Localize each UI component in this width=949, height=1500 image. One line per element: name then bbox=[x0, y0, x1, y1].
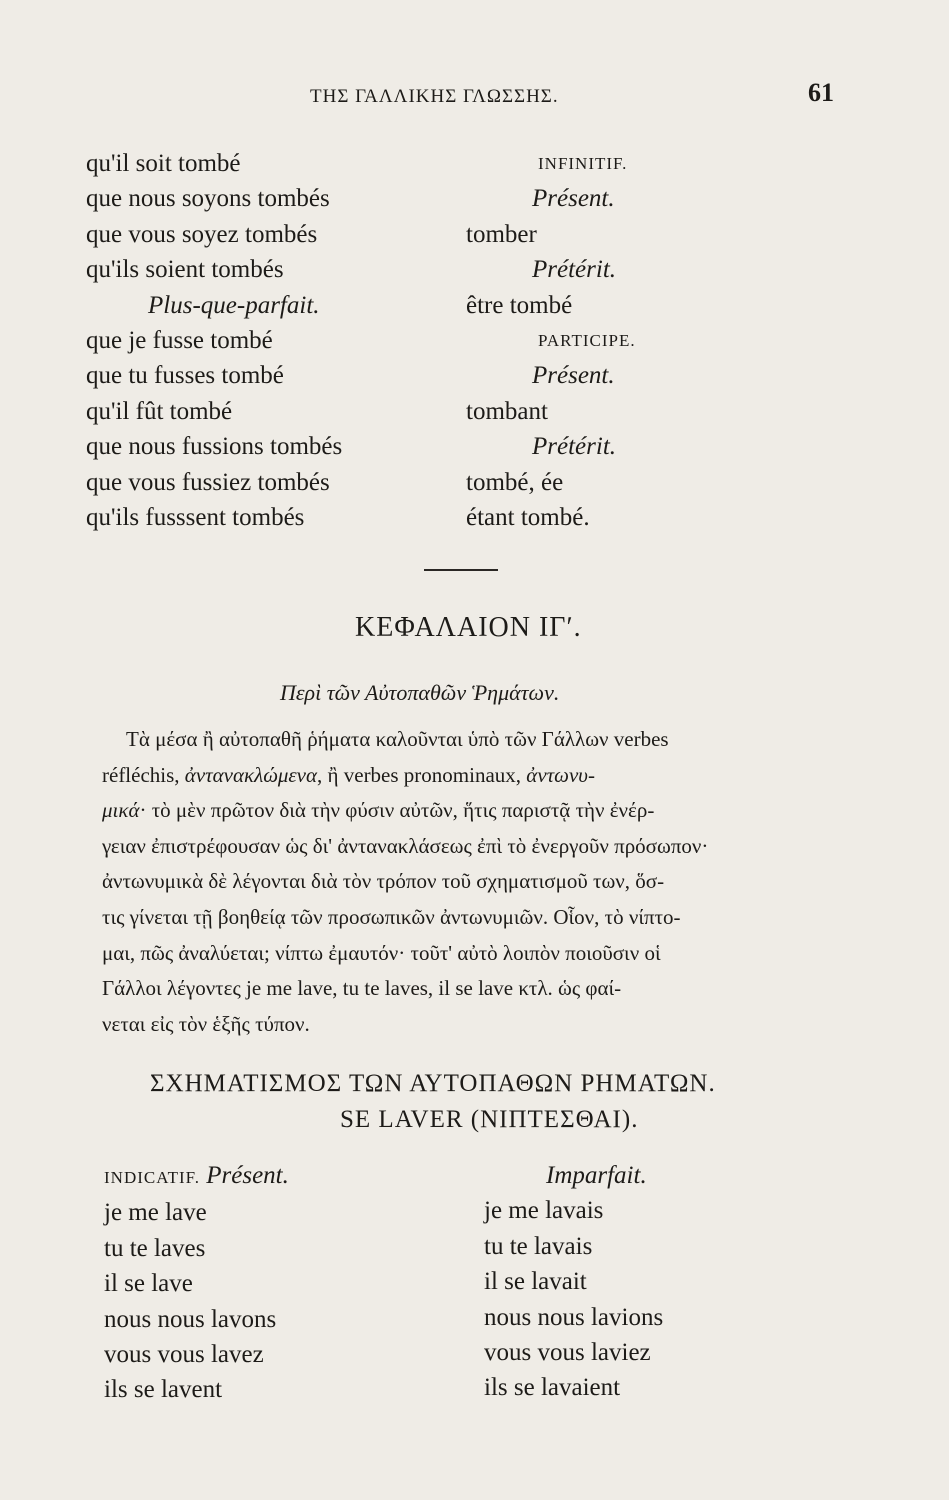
imparfait-conjugation bbox=[484, 1158, 824, 1406]
left-line: que nous soyons tombés bbox=[86, 185, 330, 213]
present-heading: Présent. bbox=[532, 362, 615, 390]
paragraph-line: ἀντωνυμικὰ δὲ λέγονται διὰ τὸν τρόπον τοῦ σχηματισμοῦ των, ὅσ- bbox=[102, 869, 665, 894]
left-line: qu'il fût tombé bbox=[86, 397, 233, 425]
infinitif-heading: INFINITIF. bbox=[538, 154, 628, 173]
indicatif-label: INDICATIF. bbox=[104, 1168, 200, 1187]
italic-span: ἀντωνυ- bbox=[526, 762, 595, 787]
present-heading: Présent. bbox=[532, 185, 615, 213]
left-line: qu'ils fusssent tombés bbox=[86, 504, 305, 532]
conjugation-line: vous vous laviez bbox=[484, 1339, 651, 1367]
conjugation-line: nous nous lavions bbox=[484, 1303, 664, 1331]
paragraph-line: Γάλλοι λέγοντες je me lave, tu te laves, il se lave κτλ. ὡς φαί- bbox=[102, 976, 622, 1001]
indicatif-present-heading bbox=[104, 1158, 444, 1195]
left-line: qu'ils soient tombés bbox=[86, 256, 284, 284]
right-line: tombant bbox=[466, 397, 548, 425]
present-label: Présent. bbox=[206, 1162, 289, 1189]
right-line: tomber bbox=[466, 220, 537, 248]
conjugation-line: je me lave bbox=[104, 1199, 207, 1227]
present-conjugation bbox=[104, 1158, 444, 1408]
italic-span: ἀντανακλώμενα bbox=[184, 762, 318, 787]
conjugation-line: tu te lavais bbox=[484, 1232, 593, 1260]
paragraph-line bbox=[102, 793, 862, 829]
left-column bbox=[86, 146, 466, 535]
body-paragraph bbox=[102, 722, 862, 1042]
section-subtitle: SE LAVER (ΝΙΠΤΕΣΘΑΙ). bbox=[340, 1106, 639, 1133]
chapter-title: ΚΕΦΑΛΑΙΟΝ ΙΓʹ. bbox=[355, 612, 582, 643]
left-line: que vous fussiez tombés bbox=[86, 468, 330, 496]
preterit-heading: Prétérit. bbox=[532, 433, 617, 461]
right-line: être tombé bbox=[466, 291, 573, 319]
conjugation-line: tu te laves bbox=[104, 1234, 206, 1262]
paragraph-line: τις γίνεται τῇ βοηθείᾳ τῶν προσωπικῶν ἀντωνυμιῶν. Οἷον, τὸ νίπτο- bbox=[102, 904, 681, 929]
conjugation-line: nous nous lavons bbox=[104, 1305, 277, 1333]
left-line: que tu fusses tombé bbox=[86, 362, 284, 390]
chapter-subtitle: Περὶ τῶν Αὐτοπαθῶν Ῥημάτων. bbox=[280, 680, 560, 705]
conjugation-line: je me lavais bbox=[484, 1197, 604, 1225]
section-rule bbox=[424, 569, 498, 571]
left-line: que nous fussions tombés bbox=[86, 433, 343, 461]
text-span: réfléchis, bbox=[102, 762, 185, 787]
conjugation-line: vous vous lavez bbox=[104, 1341, 264, 1369]
participe-heading: PARTICIPE. bbox=[538, 331, 636, 351]
conjugation-line: ils se lavent bbox=[104, 1376, 223, 1404]
left-line: que je fusse tombé bbox=[86, 327, 273, 355]
text-span: · τὸ μὲν πρῶτον διὰ τὴν φύσιν αὐτῶν, ἥτις παριστᾷ τὴν ἐνέρ- bbox=[139, 798, 655, 823]
paragraph-line: μαι, πῶς ἀναλύεται; νίπτω ἐμαυτόν· τοῦτ' αὐτὸ λοιπὸν ποιοῦσιν οἱ bbox=[102, 940, 661, 965]
conjugation-line: il se lavait bbox=[484, 1268, 587, 1296]
imparfait-heading: Imparfait. bbox=[546, 1162, 647, 1189]
left-line: que vous soyez tombés bbox=[86, 220, 318, 248]
paragraph-line: νεται εἰς τὸν ἑξῆς τύπον. bbox=[102, 1011, 310, 1036]
conjugation-line: ils se lavaient bbox=[484, 1374, 621, 1402]
plus-que-parfait-heading: Plus-que-parfait. bbox=[148, 291, 320, 319]
section-title: ΣΧΗΜΑΤΙΣΜΟΣ ΤΩΝ ΑΥΤΟΠΑΘΩΝ ΡΗΜΑΤΩΝ. bbox=[150, 1070, 716, 1097]
right-line: tombé, ée bbox=[466, 468, 564, 496]
paragraph-line bbox=[102, 758, 862, 794]
left-line: qu'il soit tombé bbox=[86, 150, 241, 177]
right-column bbox=[466, 146, 666, 535]
paragraph-line: γειαν ἐπιστρέφουσαν ὡς δι' ἀντανακλάσεως ἐπὶ τὸ ἐνεργοῦν πρόσωπον· bbox=[102, 833, 709, 858]
page-number: 61 bbox=[808, 78, 834, 107]
text-span: , ἢ verbes pronominaux, bbox=[317, 762, 527, 787]
italic-span: μικά bbox=[102, 798, 140, 823]
conjugation-line: il se lave bbox=[104, 1270, 193, 1298]
running-head: ΤΗΣ ΓΑΛΛΙΚΗΣ ΓΛΩΣΣΗΣ. bbox=[310, 86, 559, 107]
right-line: étant tombé. bbox=[466, 504, 590, 532]
preterit-heading: Prétérit. bbox=[532, 256, 617, 284]
paragraph-line: Τὰ μέσα ἢ αὐτοπαθῆ ῥήματα καλοῦνται ὑπὸ τῶν Γάλλων verbes bbox=[126, 727, 669, 751]
